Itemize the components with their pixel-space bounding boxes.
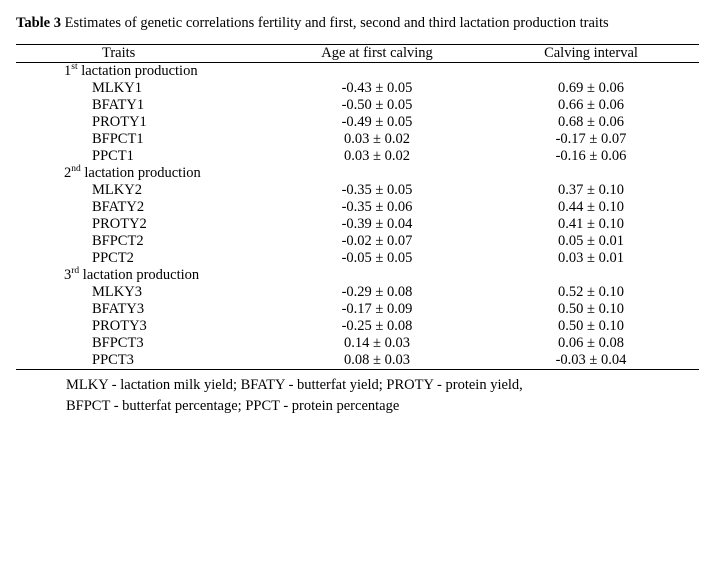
genetic-correlations-table <box>16 44 699 370</box>
table-body <box>16 45 699 370</box>
trait-name-cell: BFATY2 <box>92 199 145 216</box>
trait-name-cell: BFPCT1 <box>92 131 144 148</box>
calving-interval-cell: 0.37 ± 0.10 <box>558 182 624 199</box>
table-caption <box>16 14 697 32</box>
trait-name-cell: PPCT3 <box>16 352 271 370</box>
calving-interval-cell: -0.03 ± 0.04 <box>483 352 699 370</box>
trait-name-cell: PROTY1 <box>92 114 147 131</box>
spacer-cell <box>483 267 699 284</box>
group-header-row <box>16 267 699 284</box>
age-at-first-calving-cell: 0.14 ± 0.03 <box>344 335 410 352</box>
table-row <box>16 233 699 250</box>
age-at-first-calving-cell: -0.17 ± 0.09 <box>341 301 413 318</box>
trait-name-cell: MLKY3 <box>92 284 142 301</box>
age-at-first-calving-cell: 0.03 ± 0.02 <box>344 148 410 165</box>
group-title: 2nd lactation production <box>64 164 201 182</box>
age-at-first-calving-cell: 0.08 ± 0.03 <box>271 352 483 370</box>
ordinal-suffix: rd <box>71 266 80 277</box>
column-header: Traits <box>16 45 271 63</box>
spacer-cell <box>483 165 699 182</box>
group-title: 1st lactation production <box>64 62 198 80</box>
trait-name-cell: BFPCT3 <box>92 335 144 352</box>
age-at-first-calving-cell: -0.50 ± 0.05 <box>341 97 413 114</box>
table-caption-label: Table 3 <box>16 15 61 31</box>
calving-interval-cell: 0.68 ± 0.06 <box>558 114 624 131</box>
trait-name-cell: PROTY2 <box>92 216 147 233</box>
table-row <box>16 97 699 114</box>
calving-interval-cell: 0.50 ± 0.10 <box>558 318 624 335</box>
calving-interval-cell: 0.05 ± 0.01 <box>558 233 624 250</box>
trait-name-cell: MLKY1 <box>92 80 142 97</box>
table-row <box>16 352 699 370</box>
trait-name-cell: PPCT1 <box>92 148 134 165</box>
trait-name-cell: BFPCT2 <box>92 233 144 250</box>
ordinal-suffix: st <box>71 62 78 73</box>
age-at-first-calving-cell: -0.39 ± 0.04 <box>341 216 413 233</box>
age-at-first-calving-cell: -0.49 ± 0.05 <box>341 114 413 131</box>
calving-interval-cell: 0.03 ± 0.01 <box>558 250 624 267</box>
calving-interval-cell: 0.06 ± 0.08 <box>558 335 624 352</box>
footnote-line: BFPCT - butterfat percentage; PPCT - protein percentage <box>66 398 400 415</box>
group-header-row <box>16 165 699 182</box>
calving-interval-cell: -0.17 ± 0.07 <box>555 131 627 148</box>
age-at-first-calving-cell: -0.05 ± 0.05 <box>341 250 413 267</box>
age-at-first-calving-cell: -0.35 ± 0.05 <box>341 182 413 199</box>
trait-name-cell: MLKY2 <box>92 182 142 199</box>
calving-interval-cell: 0.66 ± 0.06 <box>558 97 624 114</box>
spacer-cell <box>271 63 483 81</box>
age-at-first-calving-cell: -0.43 ± 0.05 <box>341 80 413 97</box>
table-header-row <box>16 45 699 63</box>
table-row <box>16 148 699 165</box>
spacer-cell <box>271 165 483 182</box>
spacer-cell <box>271 267 483 284</box>
table-row <box>16 301 699 318</box>
calving-interval-cell: -0.16 ± 0.06 <box>555 148 627 165</box>
table-caption-text: Estimates of genetic correlations fertility and first, second and third lactation production traits <box>64 15 609 31</box>
ordinal-suffix: nd <box>71 164 81 175</box>
age-at-first-calving-cell: -0.25 ± 0.08 <box>341 318 413 335</box>
table-row <box>16 318 699 335</box>
column-header: Calving interval <box>483 45 699 63</box>
calving-interval-cell: 0.69 ± 0.06 <box>558 80 624 97</box>
table-row <box>16 199 699 216</box>
age-at-first-calving-cell: 0.03 ± 0.02 <box>344 131 410 148</box>
footnote-line: MLKY - lactation milk yield; BFATY - butterfat yield; PROTY - protein yield, <box>66 377 523 394</box>
calving-interval-cell: 0.52 ± 0.10 <box>558 284 624 301</box>
table-row <box>16 182 699 199</box>
age-at-first-calving-cell: -0.02 ± 0.07 <box>341 233 413 250</box>
table-row <box>16 335 699 352</box>
calving-interval-cell: 0.44 ± 0.10 <box>558 199 624 216</box>
age-at-first-calving-cell: -0.35 ± 0.06 <box>341 199 413 216</box>
table-row <box>16 216 699 233</box>
trait-name-cell: BFATY1 <box>92 97 145 114</box>
calving-interval-cell: 0.41 ± 0.10 <box>558 216 624 233</box>
group-header-row <box>16 63 699 81</box>
group-title: 3rd lactation production <box>64 266 200 284</box>
column-header: Age at first calving <box>271 45 483 63</box>
table-row <box>16 80 699 97</box>
table-footnotes <box>66 375 697 417</box>
table-row <box>16 250 699 267</box>
trait-name-cell: PROTY3 <box>92 318 147 335</box>
age-at-first-calving-cell: -0.29 ± 0.08 <box>341 284 413 301</box>
trait-name-cell: BFATY3 <box>92 301 145 318</box>
table-row <box>16 284 699 301</box>
table-row <box>16 114 699 131</box>
table-row <box>16 131 699 148</box>
trait-name-cell: PPCT2 <box>92 250 134 267</box>
spacer-cell <box>483 63 699 81</box>
calving-interval-cell: 0.50 ± 0.10 <box>558 301 624 318</box>
